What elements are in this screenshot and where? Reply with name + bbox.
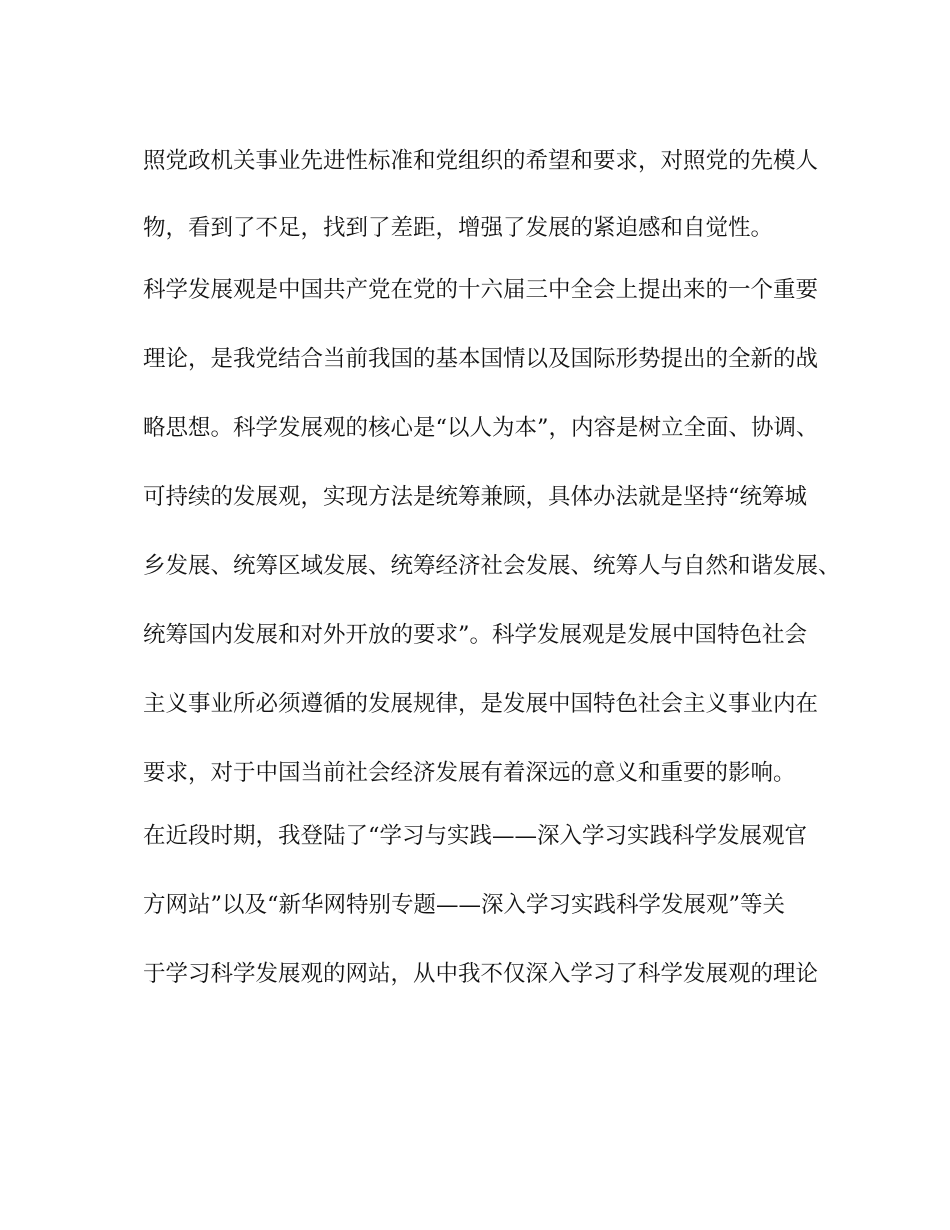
text-line-1: 照党政机关事业先进性标准和党组织的希望和要求，对照党的先模人 [143, 148, 819, 174]
text-line-5: 略思想。科学发展观的核心是“以人为本”，内容是树立全面、协调、 [143, 415, 819, 441]
text-line-13: 于学习科学发展观的网站，从中我不仅深入学习了科学发展观的理论 [143, 961, 819, 987]
text-line-3: 科学发展观是中国共产党在党的十六届三中全会上提出来的一个重要 [143, 277, 819, 303]
text-line-8: 统筹国内发展和对外开放的要求”。科学发展观是发展中国特色社会 [143, 622, 808, 648]
text-line-4: 理论，是我党结合当前我国的基本国情以及国际形势提出的全新的战 [143, 346, 819, 372]
text-line-9: 主义事业所必须遵循的发展规律，是发展中国特色社会主义事业内在 [143, 691, 819, 717]
text-line-11: 在近段时期，我登陆了“学习与实践——深入学习实践科学发展观官 [143, 823, 808, 849]
text-line-6: 可持续的发展观，实现方法是统筹兼顾，具体办法就是坚持“统筹城 [143, 484, 808, 510]
text-line-10: 要求，对于中国当前社会经济发展有着深远的意义和重要的影响。 [143, 760, 796, 786]
text-line-2: 物，看到了不足，找到了差距，增强了发展的紧迫感和自觉性。 [143, 215, 774, 241]
text-line-12: 方网站”以及“新华网特别专题——深入学习实践科学发展观”等关 [143, 892, 786, 918]
text-line-7: 乡发展、统筹区域发展、统筹经济社会发展、统筹人与自然和谐发展、 [143, 553, 841, 579]
